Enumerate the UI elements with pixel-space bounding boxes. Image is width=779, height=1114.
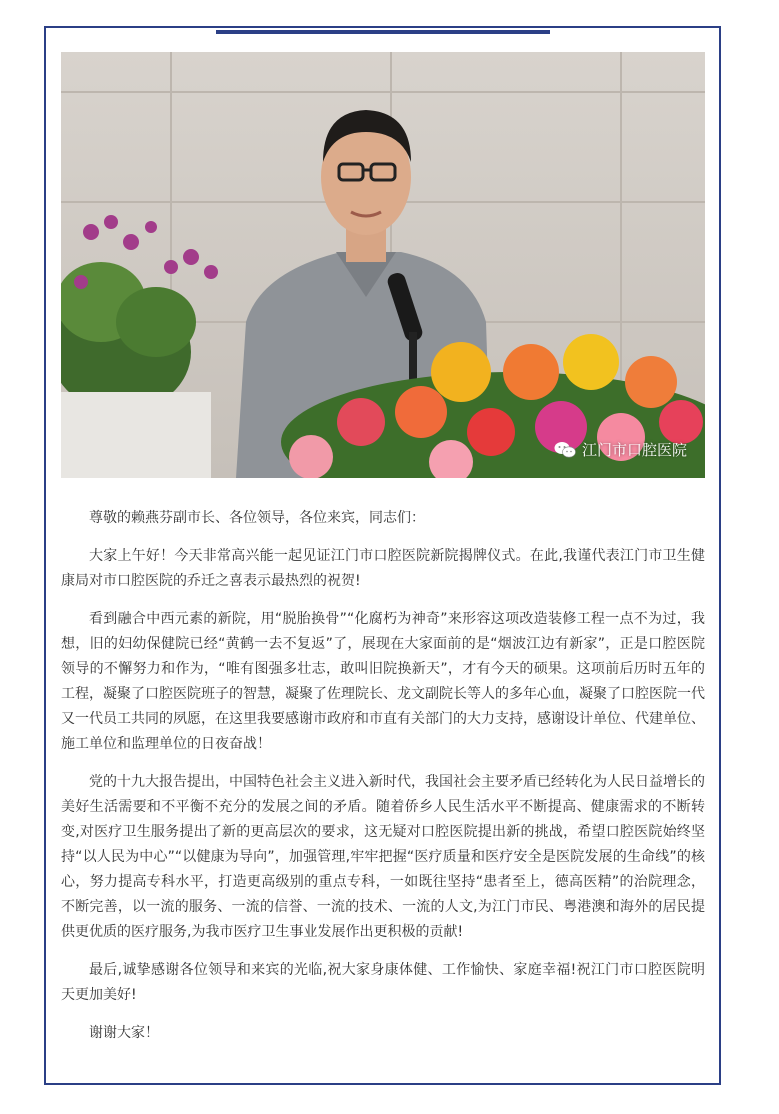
policy-paragraph: 党的十九大报告提出，中国特色社会主义进入新时代，我国社会主要矛盾已经转化为人民日益增长的美好生活需要和不平衡不充分的发展之间的矛盾。随着侨乡人民生活水平不断提高、健康需求的不断转变,对医疗卫生服务提出了新的更高层次的要求，这无疑对口腔医院提出新的挑战，希望口腔医院始终坚持“以人民为中心”“以健康为导向”，加强管理,牢牢把握“医疗质量和医疗安全是医院发展的生命线”的核心，努力提高专科水平，打造更高级别的重点专科，一如既往坚持“患者至上，德高医精”的治院理念，不断完善，以一流的服务、一流的信誉、一流的技术、一流的人文,为江门市民、粤港澳和海外的居民提供更优质的医疗服务,为我市医疗卫生事业发展作出更积极的贡献! [61,774,705,940]
speaker-photo-illustration [61,52,705,478]
wechat-icon [554,441,576,459]
article-body [61,506,705,1059]
watermark-text: 江门市口腔医院 [581,441,687,459]
closing-paragraph: 最后,诚挚感谢各位领导和来宾的光临,祝大家身康体健、工作愉快、家庭幸福!祝江门市口腔医院明天更加美好! [61,962,705,1003]
greeting-paragraph: 尊敬的赖燕芬副市长、各位领导，各位来宾，同志们： [89,510,425,526]
speaker-photo [61,52,705,478]
title-divider [216,30,550,34]
renovation-paragraph: 看到融合中西元素的新院，用“脱胎换骨”“化腐朽为神奇”来形容这项改造装修工程一点不为过，我想，旧的妇幼保健院已经“黄鹤一去不复返”了，展现在大家面前的是“烟波江边有新家”，正是口腔医院领导的不懈努力和作为，“唯有图强多壮志，敢叫旧院换新天”，才有今天的硕果。这项前后历时五年的工程，凝聚了口腔医院班子的智慧，凝聚了佐理院长、龙文副院长等人的多年心血，凝聚了口腔医院一代又一代员工共同的夙愿，在这里我要感谢市政府和市直有关部门的大力支持，感谢设计单位、代建单位、施工单位和监理单位的日夜奋战！ [61,611,705,752]
opening-paragraph: 大家上午好！今天非常高兴能一起见证江门市口腔医院新院揭牌仪式。在此,我谨代表江门市卫生健康局对市口腔医院的乔迁之喜表示最热烈的祝贺! [61,548,705,589]
watermark [554,439,687,460]
thanks-paragraph: 谢谢大家！ [89,1025,159,1041]
